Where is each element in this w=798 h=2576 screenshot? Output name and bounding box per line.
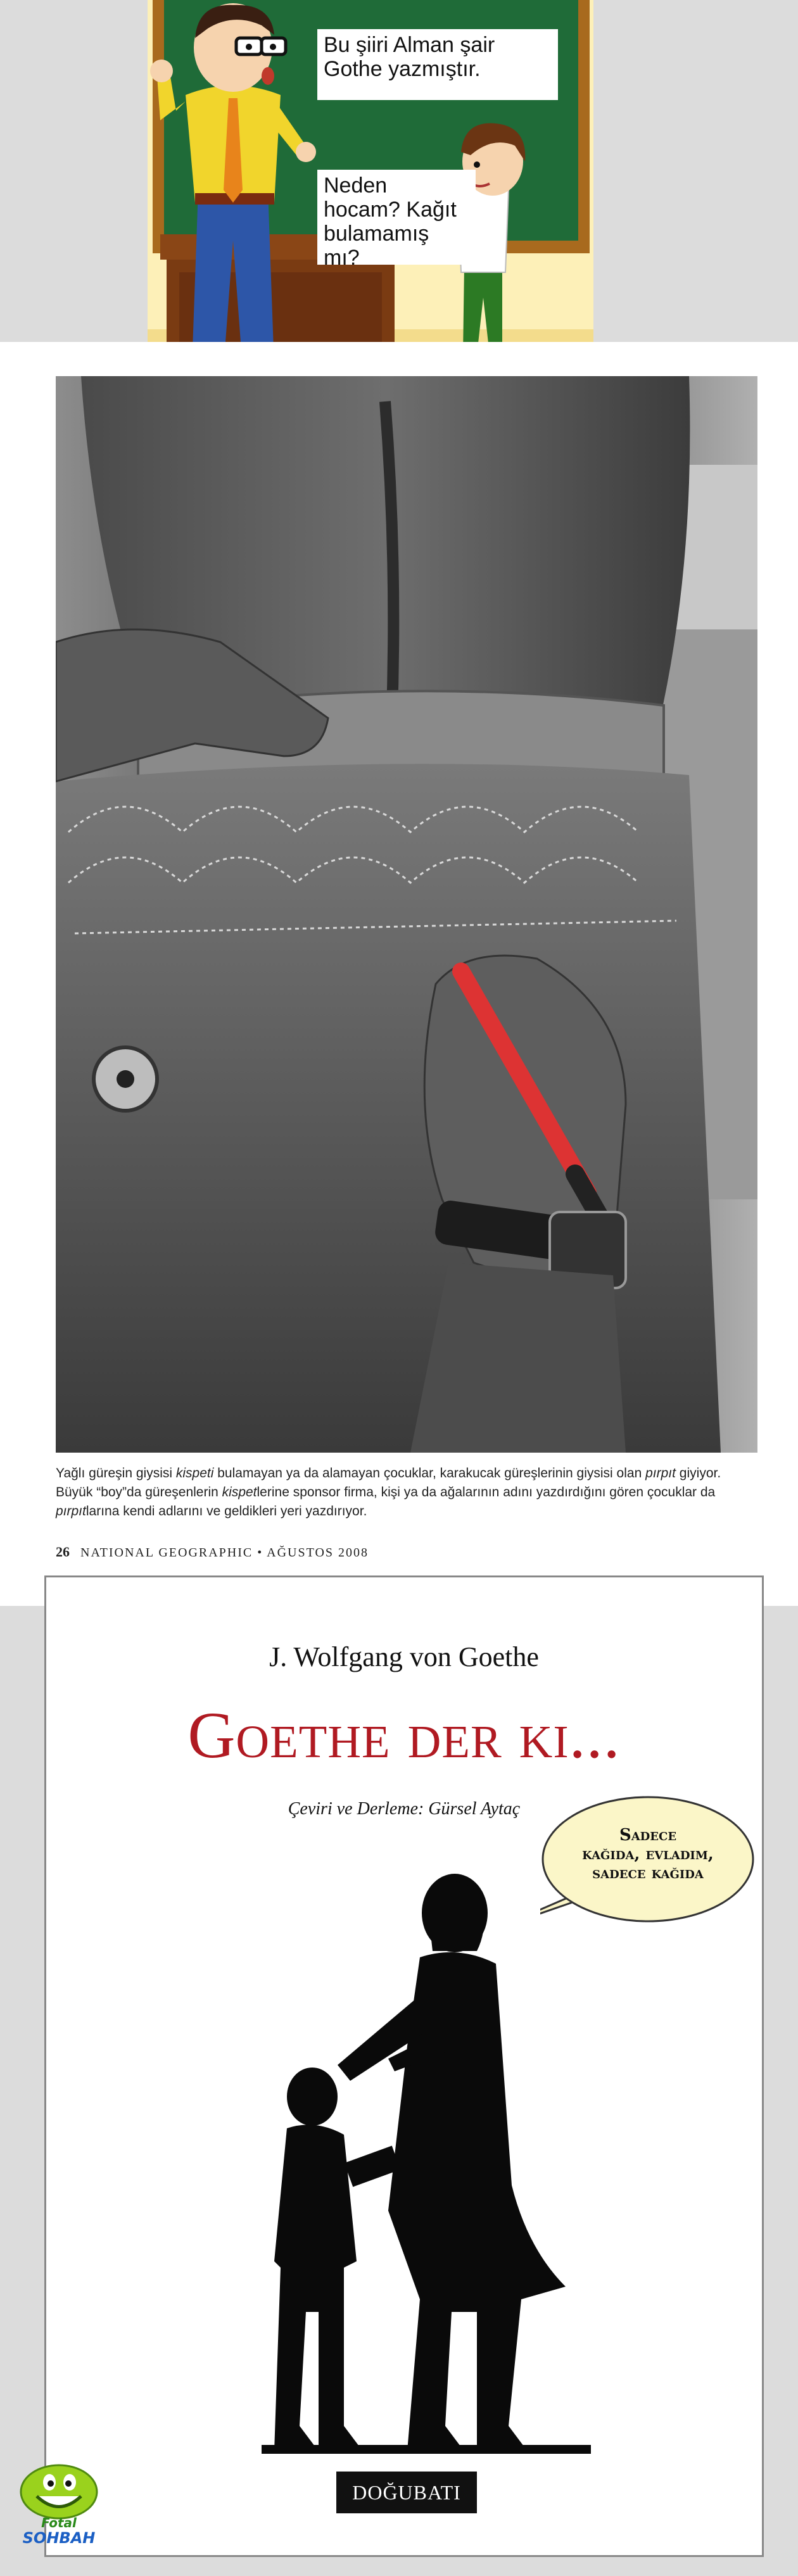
caption-term-kispet: kispet <box>222 1485 257 1500</box>
wrestler-photo <box>56 376 757 1453</box>
caption-term-pirpit: pırpıt <box>645 1466 676 1481</box>
caption-text-3: giyiyor. Büyük “boy”da güreşenlerin <box>56 1466 721 1500</box>
student-speech-bubble <box>317 170 476 270</box>
magazine-issue: NATIONAL GEOGRAPHIC • AĞUSTOS 2008 <box>80 1546 369 1560</box>
teacher-speech-bubble <box>317 29 558 100</box>
speech-line-1: Sadece <box>619 1826 677 1845</box>
site-logo <box>11 2457 106 2558</box>
page-number: 26 <box>56 1544 70 1560</box>
magazine-footer <box>56 1544 757 1560</box>
caption-text-4: lerine sponsor firma, kişi ya da ağalarının adını yazdırdığını gören çocuklar da <box>256 1485 716 1500</box>
teacher-speech-text: Bu şiiri Alman şair Gothe yazmıştır. <box>324 33 495 81</box>
caption-text-2: bulamayan ya da alamayan çocuklar, karakucak güreşlerinin giysisi olan <box>213 1466 646 1481</box>
publisher-badge: DOĞUBATI <box>336 2472 477 2513</box>
caption-term-pirpit-2: pırpıt <box>56 1504 86 1518</box>
caption-text-1: Yağlı güreşin giysisi <box>56 1466 176 1481</box>
caption-text-5: larına kendi adlarını ve geldikleri yeri yazdırıyor. <box>86 1504 367 1518</box>
silhouette-goethe-and-child-icon <box>262 1856 591 2464</box>
book-author: J. Wolfgang von Goethe <box>269 1641 539 1672</box>
book-title: Goethe der ki... <box>187 1699 621 1772</box>
student-speech-text: Neden hocam? Kağıt bulamamış mı? <box>324 174 457 270</box>
logo-text-line2: SOHBAH <box>22 2529 96 2547</box>
photo-caption <box>56 1464 757 1521</box>
logo-text-line1: Fotal <box>41 2515 77 2530</box>
book-translator: Çeviri ve Derleme: Gürsel Aytaç <box>288 1799 521 1819</box>
book-cover <box>44 1575 764 2557</box>
speech-line-3: sadece kağıda <box>592 1864 704 1883</box>
magazine-page <box>0 342 798 1606</box>
speech-line-2: kağıda, evladım, <box>582 1845 714 1864</box>
smiley-logo-icon <box>11 2457 106 2520</box>
wrestler-photo-illustration <box>56 376 757 1453</box>
caption-term-kispeti: kispeti <box>175 1466 214 1481</box>
